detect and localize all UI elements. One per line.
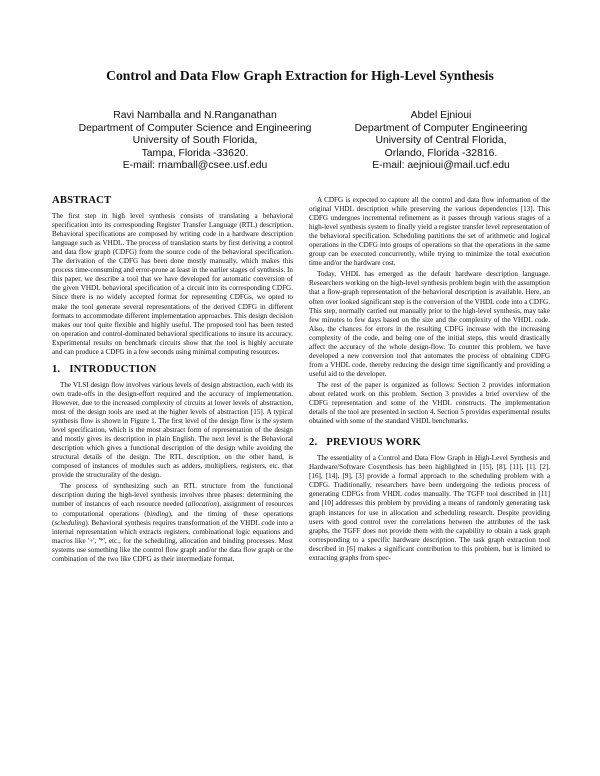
- author-city: Tampa, Florida -33620.: [141, 147, 249, 159]
- abstract-text: The first step in high level synthesis consists of translating a behavioral specification into its corresponding Register Transfer Language (RTL) description. Behavioral specifications are composed by writing code in a hardware description language such as VHDL. The process of translation starts by first deriving a control and data flow graph (CDFG) from the source code of the behavioral specification. The derivation of the CDFG has been done mostly manually, which makes this process time-consuming and error-prone at least in the earlier stages of synthesis. In this paper, we describe a tool that we have developed for automatic conversion of the given VHDL behavioral specification of a circuit into its corresponding CDFG. Since there is no widely accepted format for representing CDFGs, we opted to make the tool generate several representations of the derived CDFG in different formats to accommodate different implementation approaches. This design decision makes our tool quite flexible and highly useful. The proposed tool has been tested on operation and control-dominated behavioral specifications to insure its accuracy. Experimental results on benchmark circuits show that the tool is highly accurate and can produce a CDFG in a few seconds using minimal computing resources.: [52, 212, 293, 356]
- italic-term: scheduling: [54, 518, 86, 527]
- intro-paragraph-4: Today, VHDL has emerged as the default hardware description language. Researchers working on the high-level synthesis problem begin with the assumption that a flow-graph representation of the behavioral description is available. Here, an often over looked significant step is the conversion of the VHDL code into a CDFG. This step, normally carried out manually prior to the high-level synthesis, may take few minutes to few days based on the size and the complexity of the VHDL code. Also, the chances for errors in the resulting CDFG increase with the increasing complexity of the code, and being one of the initial steps, this would drastically affect the accuracy of the whole design-flow. To counter this problem, we have developed a new conversion tool that automates the process of obtaining CDFG from a VHDL code, thereby reducing the design time significantly and providing a useful aid to the developer.: [309, 270, 550, 378]
- section-heading-previous-work: [309, 438, 550, 447]
- section-title: INTRODUCTION: [69, 363, 157, 375]
- section-number: 1.: [52, 363, 61, 375]
- intro-paragraph-5: The rest of the paper is organized as follows: Section 2 provides information about related work on this problem. Section 3 provides a brief overview of the CDFG representation and some of the VHDL constructs. The implementation details of the tool are presented in section 4. Section 5 provides experimental results obtained with some of the standard VHDL benchmarks.: [309, 380, 550, 426]
- previous-work-paragraph-1: The essentiality of a Control and Data Flow Graph in High-Level Synthesis and Hardware/Software Cosynthesis has been highlighted in [15], [8], [11], [1]. [2], [16], [14], [9], [3] provide a formal approach to the scheduling problem with a CDFG. Traditionally, researchers have been undergoing the tedious process of generating CDFGs from VHDL codes manually. The TGFF tool described in [11] and [10] addresses this problem by providing a means of randomly generating task graph instances for use in allocation and scheduling research. Despite providing users with good control over the correlations between the attributes of the task graphs, the TGFF does not provide them with the capability to obtain a task graph corresponding to a specific hardware description. The task graph extraction tool described in [6] makes a significant contribution to this problem, but is limited to extracting graphs from spec-: [309, 454, 550, 562]
- author-block-2: [332, 110, 550, 173]
- section-title: PREVIOUS WORK: [326, 437, 421, 449]
- italic-term: binding: [146, 509, 169, 518]
- intro-paragraph-2: [52, 482, 293, 563]
- left-column: [52, 196, 293, 566]
- author-city: Orlando, Florida -32816.: [384, 147, 498, 159]
- author-name: Abdel Ejnioui: [410, 110, 472, 121]
- section-number: 2.: [309, 437, 318, 449]
- text-run: ), assignment of resources to computational operations (: [52, 500, 293, 518]
- intro-paragraph-1: The VLSI design flow involves various levels of design abstraction, each with its own trade-offs in the design-effort required and the accuracy of implementation. However, due to the increased complexity of circuits at lower levels of abstraction, most of the design tools are used at the higher levels of abstraction [15]. A typical synthesis flow is shown in Figure 1. The first level of the design flow is the system level specification, which is the most abstract form of representation of the design and mostly gives its description in plain English. The next level is the Behavioral description which gives a functional description of the design while avoiding the structural details of the design. The RTL description, on the other hand, is composed of instances of modules such as adders, multipliers, registers, etc. that provide the structurality of the design.: [52, 380, 293, 480]
- abstract-heading: ABSTRACT: [52, 195, 112, 206]
- section-heading-introduction: [52, 365, 293, 374]
- right-column: [309, 196, 550, 565]
- intro-paragraph-3: A CDFG is expected to capture all the control and data flow information of the original VHDL description while preserving the various dependencies [13]. This CDFG undergoes incremental refinement as it passes through various stages of a high-level synthesis system to finally yield a register transfer level representation of the behavioral specification. Scheduling partitions the set of arithmetic and logical operations in the CDFG into groups of operations so that the operations in the same group can be executed concurrently, while trying to minimize the total execution time and/or the hardware cost.: [309, 196, 550, 268]
- author-email: E-mail: rnamball@csee.usf.edu: [122, 160, 268, 171]
- author-dept: Department of Computer Science and Engineering: [78, 122, 312, 134]
- italic-term: allocation: [187, 500, 217, 509]
- author-univ: University of South Florida,: [132, 135, 258, 146]
- author-email: E-mail: aejnioui@mail.ucf.edu: [372, 160, 510, 171]
- text-run: ). Behavioral synthesis requires transformation of the VHDL code into a internal representation which extracts registers, combinational logic equations and macros like '+', '*', etc., for the scheduling, allocation and binding processes. Most systems use something like the control flow graph and/or the data flow graph or the combination of the two like CDFG as their intermediate format.: [52, 518, 293, 563]
- text-run: ), and the timing of these operations (: [52, 509, 293, 527]
- author-dept: Department of Computer Engineering: [354, 122, 528, 134]
- author-univ: University of Central Florida,: [375, 135, 507, 146]
- author-name: Ravi Namballa and N.Ranganathan: [113, 110, 277, 121]
- paper-title: Control and Data Flow Graph Extraction for High-Level Synthesis: [106, 68, 494, 83]
- author-block-1: [60, 110, 330, 173]
- text-run: The process of synthesizing such an RTL structure from the functional description during the high-level synthesis involves three phases: determining the number of instances of each resource needed (: [52, 482, 293, 509]
